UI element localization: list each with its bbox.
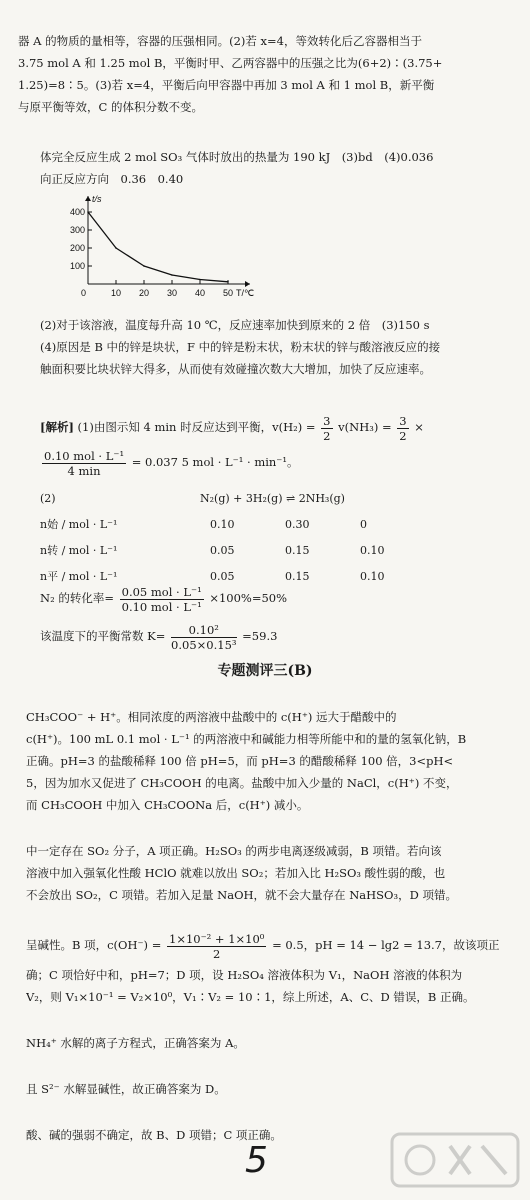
- x-tick-label: 0: [80, 288, 86, 298]
- reaction-equation: N₂(g) + 3H₂(g) ⇌ 2NH₃(g): [200, 492, 345, 505]
- text: = 0.037 5 mol · L⁻¹ · min⁻¹。: [131, 455, 299, 469]
- y-tick-label: 100: [69, 261, 85, 271]
- text-line: V₂，则 V₁×10⁻¹ = V₂×10⁰，V₁∶V₂ = 10∶1，综上所述，A、C、D 错误，B 正确。: [26, 990, 475, 1004]
- data-point: [143, 265, 145, 267]
- fraction: [120, 585, 204, 614]
- text: = 0.5，pH = 14 − lg2 = 13.7，故该项正: [272, 938, 500, 952]
- cell: 0.10: [210, 518, 235, 531]
- fraction: [171, 623, 236, 652]
- text-line: 溶液中加入强氧化性酸 HClO 就难以放出 SO₂；若加入比 H₂SO₃ 酸性弱的酸，也: [26, 866, 446, 880]
- analysis-line: [40, 446, 518, 478]
- denominator: 0.05×0.15³: [171, 637, 237, 652]
- text-line: 体完全反应生成 2 mol SO₃ 气体时放出的热量为 190 kJ (3)bd (4)0.036: [40, 150, 434, 164]
- numerator: 0.05 mol · L⁻¹: [121, 584, 202, 599]
- cell: 0.10: [360, 544, 385, 557]
- text-line: 1.25)=8∶5。(3)若 x=4，平衡后向甲容器中再加 3 mol A 和 1 mol B，新平衡: [18, 78, 435, 92]
- x-tick-label: 50: [222, 288, 234, 298]
- y-axis-label: t/s: [92, 194, 102, 204]
- watermark-logo-icon: [390, 1132, 520, 1188]
- fraction: [42, 449, 126, 478]
- text: 该温度下的平衡常数 K=: [40, 629, 166, 643]
- cell: 0.15: [285, 544, 310, 557]
- data-point: [199, 279, 201, 281]
- text-line: 与原平衡等效，C 的体积分数不变。: [18, 100, 203, 114]
- text-line: CH₃COO⁻ + H⁺。相同浓度的两溶液中盐酸中的 c(H⁺) 远大于醋酸中的: [26, 710, 397, 724]
- numerator: 3: [399, 413, 407, 428]
- page-number: 5: [245, 1140, 268, 1181]
- numerator: 0.10²: [171, 623, 236, 638]
- x-tick-label: 20: [138, 288, 150, 298]
- denominator: 2: [213, 946, 221, 961]
- cell: 0: [360, 518, 367, 531]
- y-tick-label: 400: [69, 207, 85, 217]
- text-line: 向正反应方向 0.36 0.40: [40, 172, 184, 186]
- text-line: 且 S²⁻ 水解显碱性，故正确答案为 D。: [26, 1082, 226, 1096]
- data-point: [87, 211, 89, 213]
- text-line: 正确。pH=3 的盐酸稀释 100 倍 pH=5，而 pH=3 的醋酸稀释 100 倍，3<pH<: [26, 754, 454, 768]
- x-axis-label: T/℃: [236, 288, 255, 298]
- data-point: [115, 247, 117, 249]
- text-line: 而 CH₃COOH 中加入 CH₃COONa 后，c(H⁺) 减小。: [26, 798, 309, 812]
- text-line: 中一定存在 SO₂ 分子，A 项正确。H₂SO₃ 的两步电离逐级减弱，B 项错。若向该: [26, 844, 442, 858]
- x-tick-label: 40: [194, 288, 206, 298]
- analysis-line: [40, 412, 518, 443]
- text-line: NH₄⁺ 水解的离子方程式，正确答案为 A。: [26, 1036, 245, 1050]
- analysis-tag: [解析]: [40, 420, 74, 434]
- data-point: [171, 274, 173, 276]
- text: ×: [414, 420, 424, 434]
- text: 呈碱性。B 项，c(OH⁻) =: [26, 938, 162, 952]
- text-line: 触面积要比块状锌大得多，从而使有效碰撞次数大大增加，加快了反应速率。: [40, 362, 431, 376]
- row-label: n始 / mol · L⁻¹: [40, 518, 118, 531]
- y-tick-label: 300: [69, 225, 85, 235]
- numerator: 1×10⁻² + 1×10⁰: [169, 931, 265, 946]
- text: v(NH₃) =: [338, 420, 392, 434]
- table-label: (2): [40, 492, 56, 505]
- rate-curve-chart: [60, 192, 280, 310]
- text-line: (4)原因是 B 中的锌是块状，F 中的锌是粉末状，粉末状的锌与酸溶液反应的接: [40, 340, 441, 354]
- text: (1)由图示知 4 min 时反应达到平衡，v(H₂) =: [77, 420, 316, 434]
- text-line: c(H⁺)。100 mL 0.1 mol · L⁻¹ 的两溶液中和碱能力相等所能中和的量的氢氧化钠，B: [26, 732, 467, 746]
- text-line: 确；C 项恰好中和，pH=7；D 项，设 H₂SO₄ 溶液体积为 V₁，NaOH 溶液的体积为: [26, 968, 463, 982]
- row-label: n平 / mol · L⁻¹: [40, 570, 118, 583]
- text-line: 3.75 mol A 和 1.25 mol B，平衡时甲、乙两容器中的压强之比为(6+2)∶(3.75+: [18, 56, 443, 70]
- section-title: 专题测评三(B): [217, 663, 313, 679]
- series-line: [88, 212, 228, 282]
- fraction: [167, 932, 266, 961]
- denominator: 2: [399, 428, 407, 443]
- data-point: [227, 281, 229, 283]
- numerator: 3: [323, 413, 331, 428]
- denominator: 2: [323, 428, 331, 443]
- constant-line: [40, 620, 518, 652]
- text-line: 器 A 的物质的量相等，容器的压强相同。(2)若 x=4，等效转化后乙容器相当于: [18, 34, 422, 48]
- text-line: 酸、碱的强弱不确定，故 B、D 项错；C 项正确。: [26, 1128, 282, 1142]
- x-tick-label: 10: [110, 288, 122, 298]
- y-axis-arrow: [85, 196, 91, 201]
- cell: 0.15: [285, 570, 310, 583]
- text-line: (2)对于该溶液，温度每升高 10 ℃，反应速率加快到原来的 2 倍 (3)150 s: [40, 318, 430, 332]
- text: ×100%=50%: [209, 591, 288, 605]
- cell: 0.10: [360, 570, 385, 583]
- fraction: [397, 414, 408, 443]
- numerator: 0.10 mol · L⁻¹: [44, 448, 125, 463]
- conversion-line: [40, 582, 518, 614]
- cell: 0.05: [210, 570, 235, 583]
- text: N₂ 的转化率=: [40, 591, 114, 605]
- cell: 0.30: [285, 518, 310, 531]
- text-line: 不会放出 SO₂，C 项错。若加入足量 NaOH，就不会大量存在 NaHSO₃，D 项错。: [26, 888, 457, 902]
- fraction: [321, 414, 332, 443]
- x-axis-arrow: [245, 281, 250, 287]
- x-tick-label: 30: [166, 288, 178, 298]
- text-line: [26, 928, 518, 962]
- text: =59.3: [242, 629, 278, 643]
- cell: 0.05: [210, 544, 235, 557]
- denominator: 0.10 mol · L⁻¹: [121, 599, 202, 614]
- text-line: 5，因为加水又促进了 CH₃COOH 的电离。盐酸中加入少量的 NaCl，c(H⁺) 不变，: [26, 776, 458, 790]
- denominator: 4 min: [67, 463, 101, 478]
- y-tick-label: 200: [69, 243, 85, 253]
- row-label: n转 / mol · L⁻¹: [40, 544, 118, 557]
